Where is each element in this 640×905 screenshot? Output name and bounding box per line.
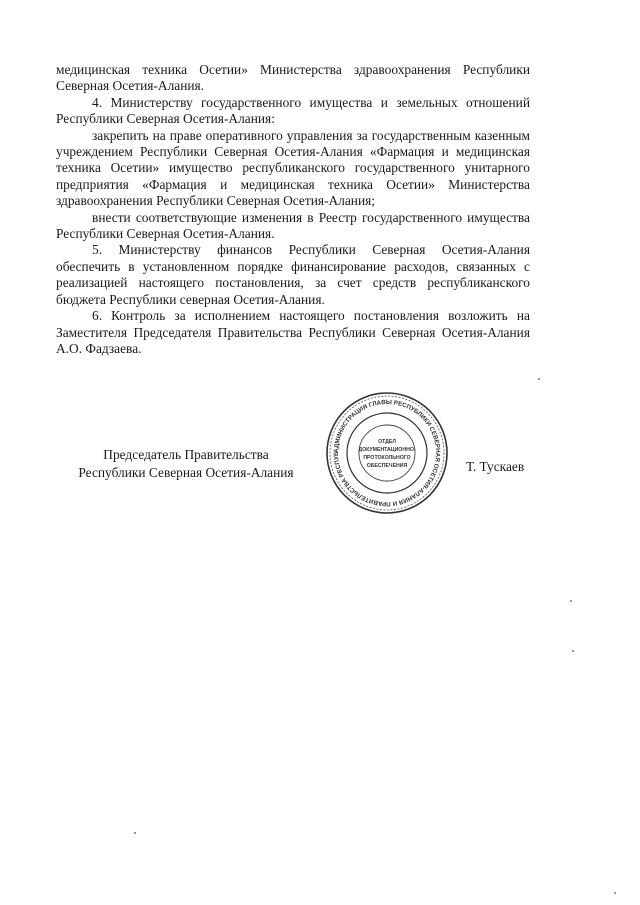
stamp-graphic xyxy=(324,390,450,516)
stamp-center-line1: ОТДЕЛ xyxy=(378,439,396,445)
stamp-center-line3: ПРОТОКОЛЬНОГО xyxy=(363,455,411,461)
paragraph-item-4: 4. Министерству государственного имущества и земельных отношений Республики Северная Осетия-Алания: xyxy=(56,94,530,127)
scan-speck xyxy=(134,832,136,834)
paragraph-item-6: 6. Контроль за исполнением настоящего постановления возложить на Заместителя Председателя Правительства Республики Северная Осетия-Алания А.О. Фадзаева. xyxy=(56,308,530,356)
paragraph-continuation: медицинская техника Осетии» Министерства здравоохранения Республики Северная Осетия-Алания. xyxy=(56,62,530,94)
stamp-center-line4: ОБЕСПЕЧЕНИЯ xyxy=(366,463,408,469)
signatory-title-line1: Председатель Правительства xyxy=(103,447,269,462)
signatory-title-line2: Республики Северная Осетия-Алания xyxy=(78,465,294,480)
signatory-name: Т. Тускаев xyxy=(466,459,525,474)
scan-speck xyxy=(572,650,574,652)
document-body xyxy=(56,62,530,357)
scan-speck xyxy=(538,378,540,380)
scan-speck xyxy=(614,892,616,894)
signatory-title xyxy=(62,446,310,482)
stamp-center-line2: ДОКУМЕНТАЦИОННО- xyxy=(358,447,416,453)
paragraph-item-4-registry: внести соответствующие изменения в Реестр государственного имущества Республики Северная Осетия-Алания. xyxy=(56,209,530,242)
paragraph-item-5: 5. Министерству финансов Республики Северная Осетия-Алания обеспечить в установленном порядке финансирование расходов, связанных с реализацией настоящего постановления, за счет средств республиканского бюджета Республики северная Осетия-Алания. xyxy=(56,242,530,307)
official-stamp xyxy=(324,390,450,516)
scan-speck xyxy=(570,600,572,602)
paragraph-item-4-assign: закрепить на праве оперативного управления за государственным казенным учреждением Республики Северная Осетия-Алания «Фармация и медицинская техника Осетии» имущество республиканского государственного унитарного предприятия «Фармация и медицинская техника Осетии» Министерства здравоохранения Республики Северная Осетия-Алания; xyxy=(56,127,530,209)
stamp-ring-text: АДМИНИСТРАЦИЯ ГЛАВЫ РЕСПУБЛИКИ СЕВЕРНАЯ ОСЕТИЯ-АЛАНИЯ И ПРАВИТЕЛЬСТВА РЕСПУБ xyxy=(332,398,442,508)
